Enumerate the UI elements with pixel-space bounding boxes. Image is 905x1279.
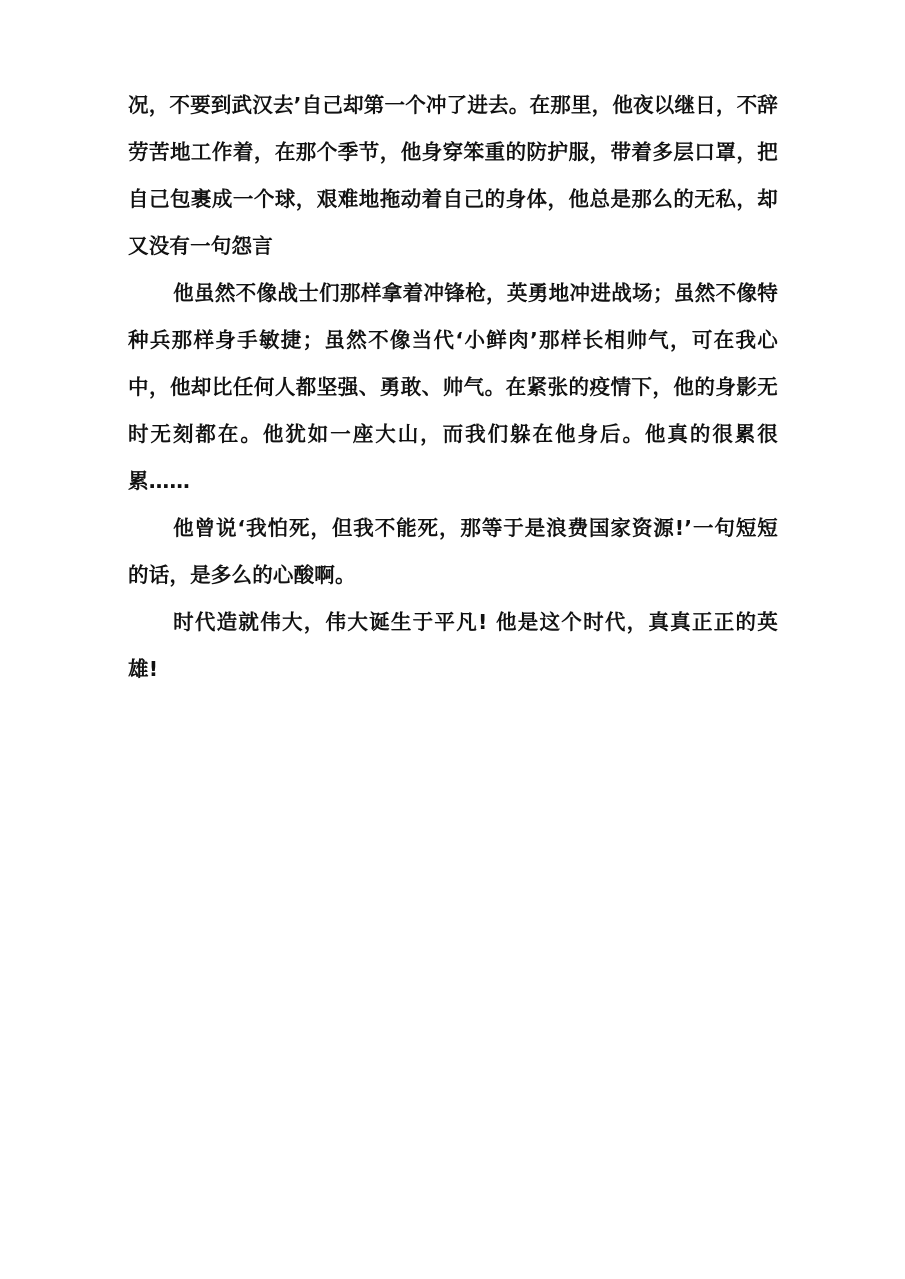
paragraph-1: 况，不要到武汉去’自己却第一个冲了进去。在那里，他夜以继日，不辞劳苦地工作着，在那个季节，他身穿笨重的防护服，带着多层口罩，把自己包裹成一个球，艰难地拖动着自己的身体，他总是那么的无私，却又没有一句怨言 bbox=[128, 93, 778, 258]
paragraph-2: 他虽然不像战士们那样拿着冲锋枪，英勇地冲进战场；虽然不像特种兵那样身手敏捷；虽然不像当代‘小鲜肉’那样长相帅气，可在我心中，他却比任何人都坚强、勇敢、帅气。在紧张的疫情下，他的身影无时无刻都在。他犹如一座大山，而我们躲在他身后。他真的很累很累…… bbox=[128, 281, 778, 493]
paragraph-3: 他曾说‘我怕死，但我不能死，那等于是浪费国家资源!’一句短短的话，是多么的心酸啊。 bbox=[128, 516, 778, 587]
document-text-body bbox=[128, 82, 778, 693]
paragraph-4: 时代造就伟大，伟大诞生于平凡! 他是这个时代，真真正正的英雄! bbox=[128, 610, 778, 681]
